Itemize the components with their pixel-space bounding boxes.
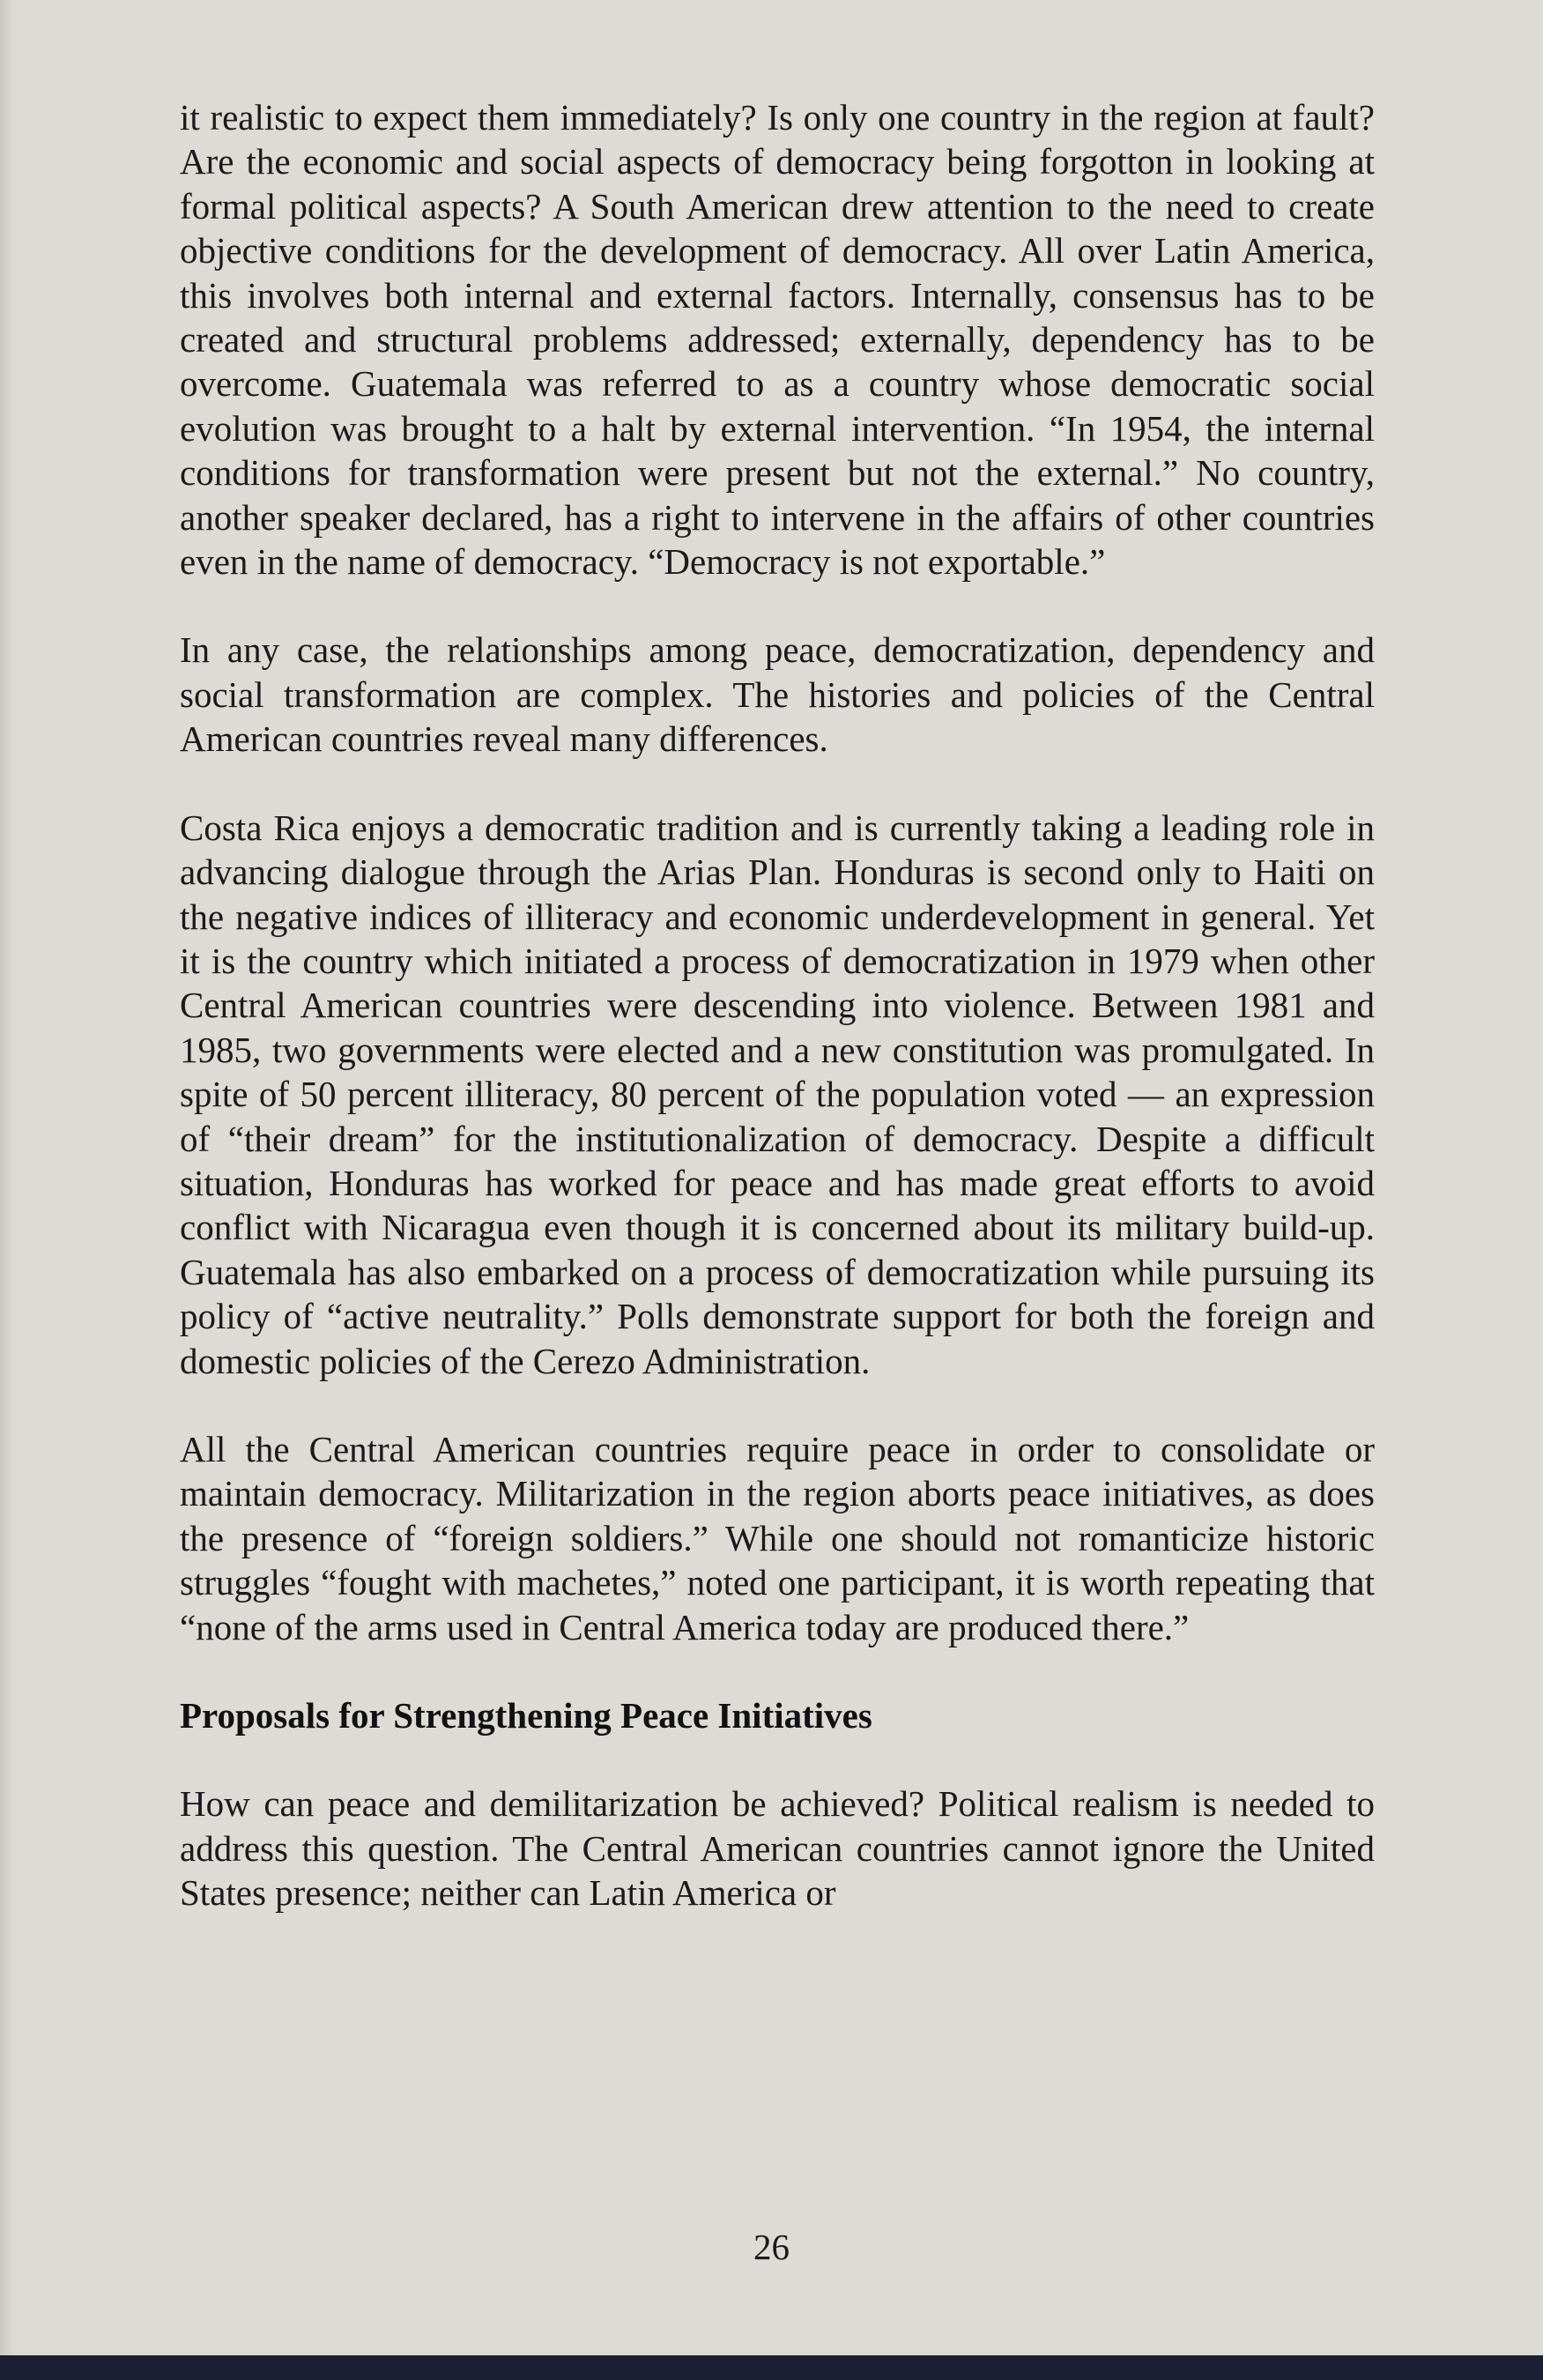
paragraph-2: In any case, the relationships among peace, democratization, dependency and social transformation are complex. The histories and policies of the Central American countries reveal many differences. (180, 629, 1375, 760)
section-heading: Proposals for Strengthening Peace Initiatives (180, 1695, 872, 1736)
page-binding-shadow (0, 0, 14, 2355)
paragraph-1: it realistic to expect them immediately? Is only one country in the region at fault? Are the economic and social aspects of democracy being forgotton in looking at formal political aspects? A South American drew attention to the need to create objective conditions for the development of democracy. All over Latin America, this involves both internal and external factors. Internally, consensus has to be created and structural problems addressed; externally, dependency has to be overcome. Guatemala was referred to as a country whose democratic social evolution was brought to a halt by external intervention. “In 1954, the internal conditions for transformation were present but not the external.” No country, another speaker declared, has a right to intervene in the affairs of other countries even in the name of democracy. “Democracy is not exportable.” (180, 97, 1375, 583)
body-text (180, 95, 1375, 1960)
paragraph-3: Costa Rica enjoys a democratic tradition and is currently taking a leading role in advancing dialogue through the Arias Plan. Honduras is second only to Haiti on the negative indices of illiteracy and economic underdevelopment in general. Yet it is the country which initiated a process of democratization in 1979 when other Central American countries were descending into violence. Between 1981 and 1985, two governments were elected and a new constitution was promulgated. In spite of 50 percent illiteracy, 80 percent of the population voted — an expression of “their dream” for the institutionalization of democracy. Despite a difficult situation, Honduras has worked for peace and has made great efforts to avoid conflict with Nicaragua even though it is concerned about its military build-up. Guatemala has also embarked on a process of democratization while pursuing its policy of “active neutrality.” Polls demonstrate support for both the foreign and domestic policies of the Cerezo Administration. (180, 807, 1375, 1381)
paragraph-5: How can peace and demilitarization be achieved? Political realism is needed to address this question. The Central American countries cannot ignore the United States presence; neither can Latin America or (180, 1783, 1375, 1914)
paragraph-4: All the Central American countries require peace in order to consolidate or maintain democracy. Militarization in the region aborts peace initiatives, as does the presence of “foreign soldiers.” While one should not romanticize historic struggles “fought with machetes,” noted one participant, it is worth repeating that “none of the arms used in Central America today are produced there.” (180, 1428, 1375, 1647)
page-bottom-edge (0, 2355, 1543, 2380)
page-number: 26 (753, 2227, 790, 2267)
